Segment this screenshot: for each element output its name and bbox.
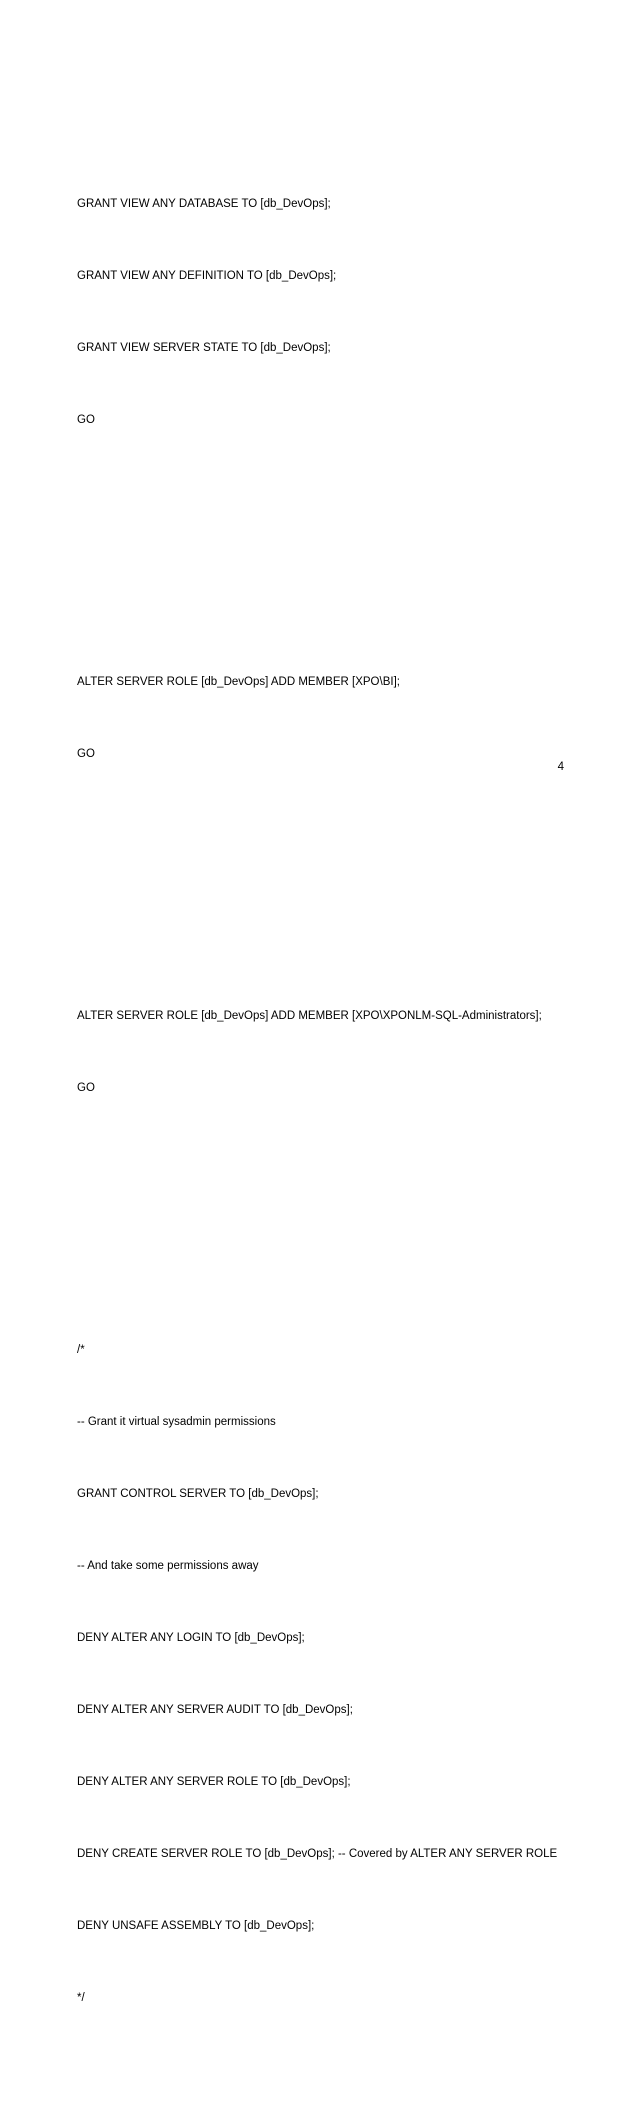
blank-line: [77, 1196, 577, 1218]
sql-line: GRANT VIEW SERVER STATE TO [db_DevOps];: [77, 342, 331, 354]
sql-line: GO: [77, 414, 95, 426]
sql-line: ALTER SERVER ROLE [db_DevOps] ADD MEMBER [XPO\XPONLM-SQL-Administrators];: [77, 1010, 542, 1022]
sql-line: GRANT CONTROL SERVER TO [db_DevOps];: [77, 1488, 319, 1500]
blank-line: [77, 528, 577, 550]
blank-line: [77, 862, 577, 884]
sql-line: DENY UNSAFE ASSEMBLY TO [db_DevOps];: [77, 1920, 315, 1932]
sql-line: DENY ALTER ANY LOGIN TO [db_DevOps];: [77, 1632, 305, 1644]
sql-line: -- And take some permissions away: [77, 1560, 259, 1572]
sql-section-commented-permissions: [77, 1290, 577, 2058]
sql-line: GO: [77, 748, 95, 760]
sql-line: DENY ALTER ANY SERVER ROLE TO [db_DevOps];: [77, 1776, 351, 1788]
sql-section-grant-view: [77, 144, 577, 480]
sql-line: GRANT VIEW ANY DATABASE TO [db_DevOps];: [77, 198, 331, 210]
sql-line: GO: [77, 1082, 95, 1094]
sql-line: ALTER SERVER ROLE [db_DevOps] ADD MEMBER [XPO\BI];: [77, 676, 400, 688]
sql-line: /*: [77, 1344, 85, 1356]
sql-line: -- Grant it virtual sysadmin permissions: [77, 1416, 276, 1428]
sql-line: DENY CREATE SERVER ROLE TO [db_DevOps]; -- Covered by ALTER ANY SERVER ROLE: [77, 1848, 558, 1860]
sql-section-add-admin-member: [77, 956, 577, 1148]
sql-script-body: [77, 96, 577, 2106]
sql-line: GRANT VIEW ANY DEFINITION TO [db_DevOps];: [77, 270, 337, 282]
sql-section-add-bi-member: [77, 622, 577, 814]
page-number: 4: [557, 761, 564, 773]
sql-line: DENY ALTER ANY SERVER AUDIT TO [db_DevOps];: [77, 1704, 353, 1716]
sql-line: */: [77, 1992, 85, 2004]
